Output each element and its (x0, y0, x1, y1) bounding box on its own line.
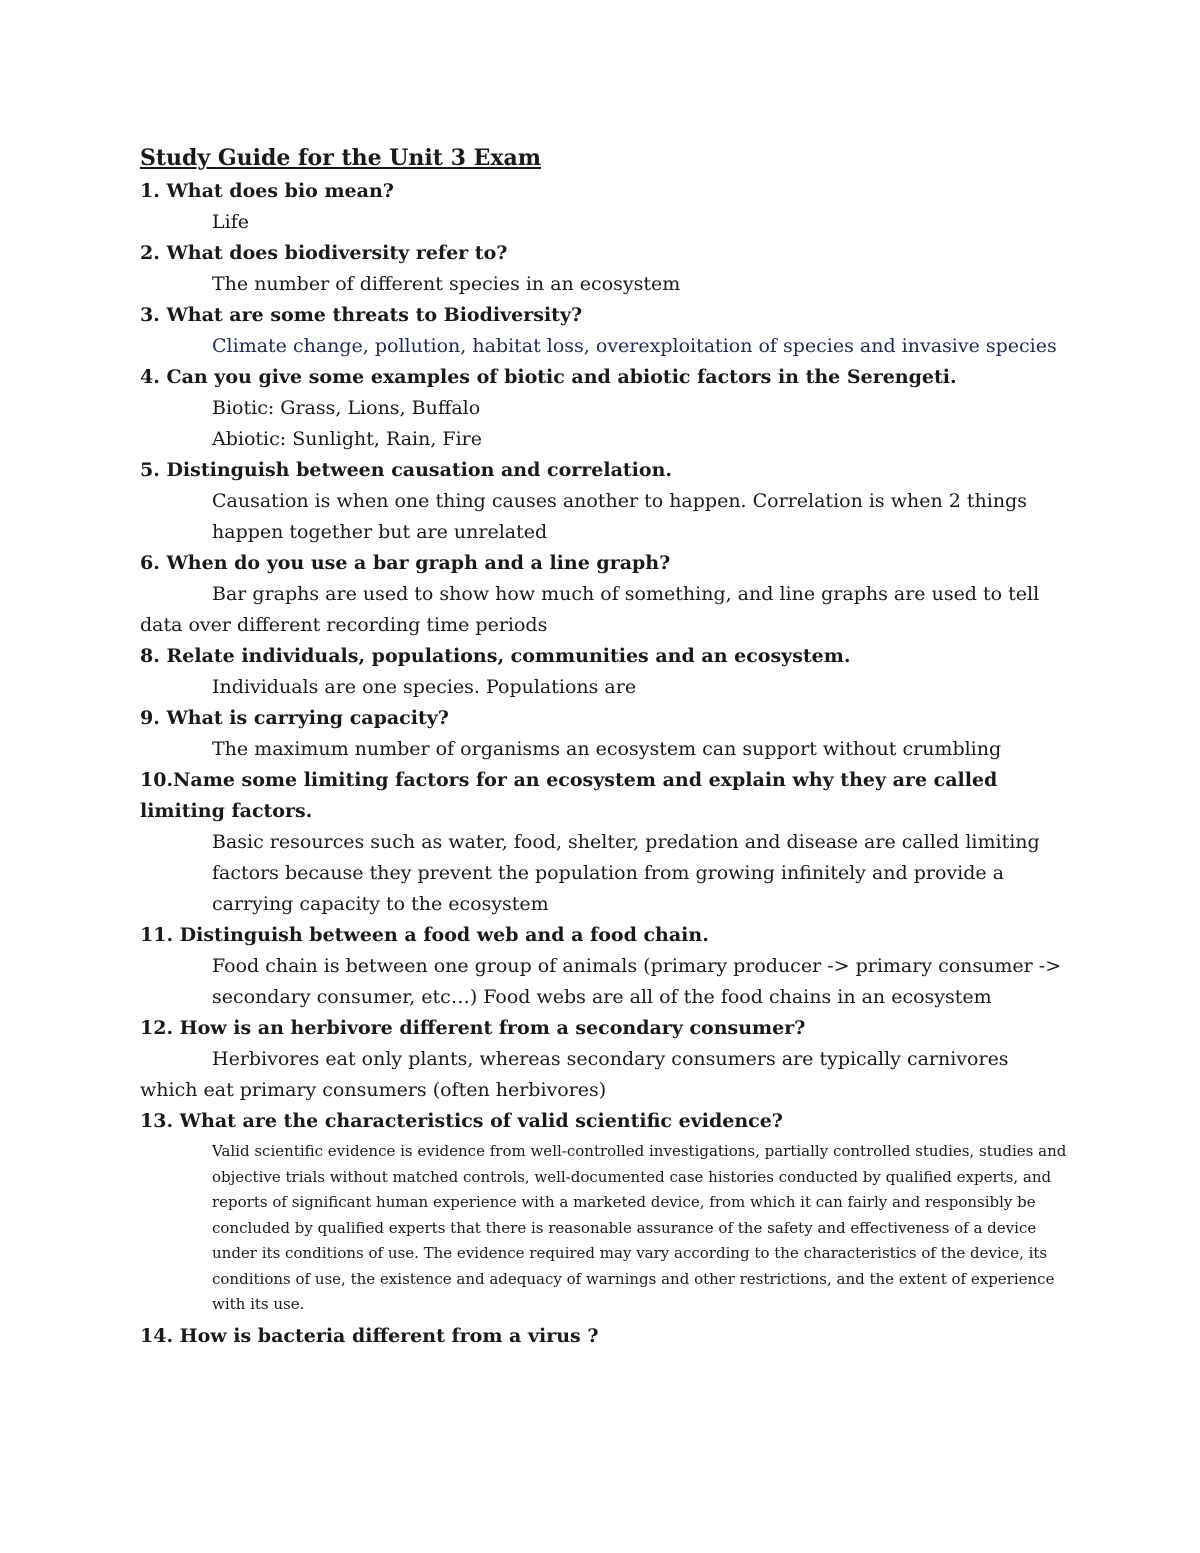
study-guide-page (140, 140, 1070, 1352)
answer-13: Valid scientific evidence is evidence from well-controlled investigations, partially controlled studies, studies and objective trials without matched controls, well-documented case histories conducted by qualified experts, and reports of significant human experience with a marketed device, from which it can fairly and responsibly be concluded by qualified experts that there is reasonable assurance of the safety and effectiveness of a device under its conditions of use. The evidence required may vary according to the characteristics of the device, its conditions of use, the existence and adequacy of warnings and other restrictions, and the extent of experience with its use. (212, 1142, 1067, 1313)
answer-11: Food chain is between one group of animals (primary producer -> primary consumer -> secondary consumer, etc…) Food webs are all of the food chains in an ecosystem (212, 955, 1062, 1008)
answer-9: The maximum number of organisms an ecosystem can support without crumbling (212, 738, 1002, 760)
question-8: 8. Relate individuals, populations, communities and an ecosystem. (140, 645, 851, 667)
question-12: 12. How is an herbivore different from a secondary consumer? (140, 1017, 806, 1039)
question-2: 2. What does biodiversity refer to? (140, 242, 508, 264)
answer-4-biotic: Biotic: Grass, Lions, Buffalo (212, 397, 481, 419)
page-title: Study Guide for the Unit 3 Exam (140, 145, 541, 171)
answer-12: Herbivores eat only plants, whereas secondary consumers are typically carnivores which eat primary consumers (often herbivores) (140, 1048, 1009, 1101)
question-6: 6. When do you use a bar graph and a line graph? (140, 552, 671, 574)
answer-10: Basic resources such as water, food, shelter, predation and disease are called limiting factors because they prevent the population from growing infinitely and provide a carrying capacity to the ecosystem (212, 831, 1040, 915)
answer-2: The number of different species in an ecosystem (212, 273, 681, 295)
answer-8: Individuals are one species. Populations are (212, 676, 637, 698)
answer-6: Bar graphs are used to show how much of something, and line graphs are used to tell data over different recording time periods (140, 583, 1040, 636)
question-5: 5. Distinguish between causation and correlation. (140, 459, 672, 481)
question-4: 4. Can you give some examples of biotic and abiotic factors in the Serengeti. (140, 366, 957, 388)
question-3: 3. What are some threats to Biodiversity? (140, 304, 583, 326)
answer-3: Climate change, pollution, habitat loss, overexploitation of species and invasive species (212, 335, 1057, 357)
question-11: 11. Distinguish between a food web and a food chain. (140, 924, 709, 946)
answer-5: Causation is when one thing causes another to happen. Correlation is when 2 things happen together but are unrelated (212, 490, 1027, 543)
answer-4-abiotic: Abiotic: Sunlight, Rain, Fire (212, 428, 482, 450)
answer-1: Life (212, 211, 249, 233)
question-14: 14. How is bacteria different from a virus ? (140, 1324, 599, 1347)
question-10: 10.Name some limiting factors for an ecosystem and explain why they are called limiting factors. (140, 769, 998, 822)
question-13: 13. What are the characteristics of valid scientific evidence? (140, 1110, 783, 1132)
question-1: 1. What does bio mean? (140, 180, 394, 202)
question-9: 9. What is carrying capacity? (140, 707, 449, 729)
